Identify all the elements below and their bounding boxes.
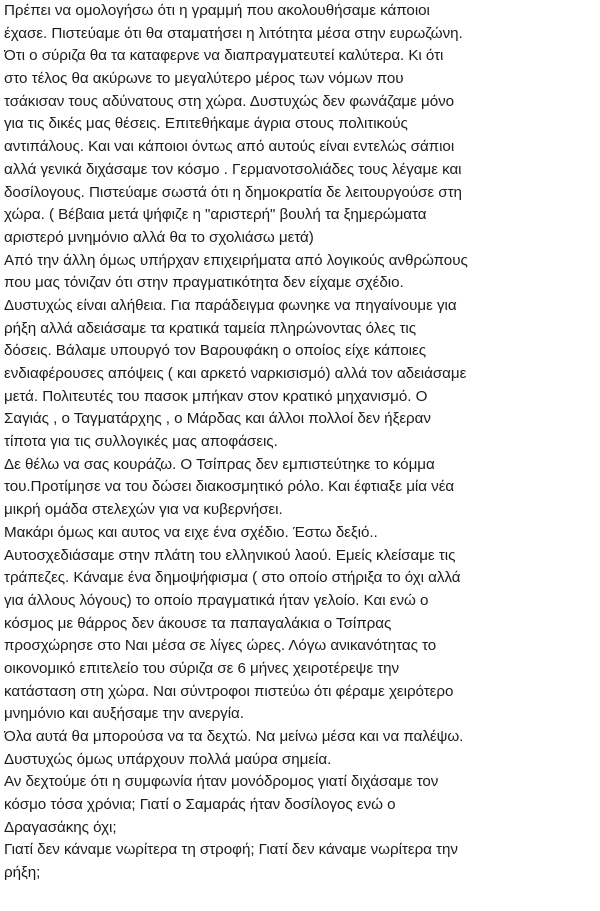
text-line: κόσμος με θάρρος δεν άκουσε τα παπαγαλάκια ο Τσίπρας	[4, 614, 392, 632]
text-line: Δυστυχώς είναι αλήθεια. Για παράδειγμα φωνηκε να πηγαίνουμε για	[4, 296, 457, 314]
text-line: αντιπάλους. Και ναι κάποιοι όντως από αυτούς είναι εντελώς σάπιοι	[4, 138, 455, 156]
text-line: δοσίλογους. Πιστεύαμε σωστά ότι η δημοκρατία δε λειτουργούσε στη	[4, 183, 462, 201]
text-line: προσχώρησε στο Ναι μέσα σε λίγες ώρες. Λόγω ανικανότητας το	[4, 637, 437, 655]
text-line: Όλα αυτά θα μπορούσα να τα δεχτώ. Να μείνω μέσα και να παλέψω.	[4, 728, 464, 745]
text-line: Αν δεχτούμε ότι η συμφωνία ήταν μονόδρομος γιατί διχάσαμε τον	[4, 773, 439, 791]
text-line: ενδιαφέρουσες απόψεις ( και αρκετό ναρκισισμό) αλλά τον αδειάσαμε	[4, 365, 467, 382]
text-line: κατάσταση στη χώρα. Ναι σύντροφοι πιστεύω ότι φέραμε χειρότερο	[4, 682, 454, 700]
text-line: Γιατί δεν κάναμε νωρίτερα τη στροφή; Γιατί δεν κάναμε νωρίτερα την	[4, 841, 458, 859]
text-line: οικονομικό επιτελείο του σύριζα σε 6 μήνες χειροτέρεψε την	[4, 659, 400, 677]
text-line: Ότι ο σύριζα θα τα καταφερνε να διαπραγματευτεί καλύτερα. Κι ότι	[4, 47, 444, 65]
text-line: Δυστυχώς όμως υπάρχουν πολλά μαύρα σημεία.	[4, 750, 332, 768]
text-line: χώρα. ( Βέβαια μετά ψήφιζε η "αριστερή" βουλή τα ξημερώματα	[4, 206, 427, 224]
text-line: μικρή ομάδα στελεχών για να κυβερνήσει.	[4, 501, 283, 519]
text-line: τράπεζες. Κάναμε ένα δημοψήφισμα ( στο οποίο στήριξα το όχι αλλά	[4, 569, 461, 587]
text-line: ρήξη;	[4, 864, 41, 882]
text-line: τίποτα για τις συλλογικές μας αποφάσεις.	[4, 433, 278, 451]
text-line: μετά. Πολιτευτές του πασοκ μπήκαν στον κρατικό μηχανισμό. Ο	[4, 387, 428, 405]
text-line: Δε θέλω να σας κουράζω. Ο Τσίπρας δεν εμπιστεύτηκε το κόμμα	[4, 455, 435, 473]
text-line: που μας τόνιζαν ότι στην πραγματικότητα δεν είχαμε σχέδιο.	[4, 274, 404, 292]
text-line: του.Προτίμησε να του δώσει διακοσμητικό ρόλο. Και έφτιαξε μία νέα	[4, 478, 455, 496]
text-line: Δραγασάκης όχι;	[4, 818, 117, 836]
text-line: Μακάρι όμως και αυτος να ειχε ένα σχέδιο. Έστω δεξιό..	[4, 523, 378, 541]
text-line: αλλά γενικά διχάσαμε τον κόσμο . Γερμανοτσολιάδες τους λέγαμε και	[4, 160, 462, 178]
text-line: Σαγιάς , ο Ταγματάρχης , ο Μάρδας και άλλοι πολλοί δεν ήξεραν	[4, 410, 431, 428]
text-line: έχασε. Πιστεύαμε ότι θα σταματήσει η λιτότητα μέσα στην ευρωζώνη.	[4, 24, 463, 42]
text-line: κόσμο τόσα χρόνια; Γιατί ο Σαμαράς ήταν δοσίλογος ενώ ο	[4, 796, 396, 814]
text-line: Πρέπει να ομολογήσω ότι η γραμμή που ακολουθήσαμε κάποιοι	[4, 2, 430, 19]
text-line: αριστερό μνημόνιο αλλά θα το σχολιάσω μετά)	[4, 228, 314, 246]
text-line: για άλλους λόγους) το οποίο πραγματικά ήταν γελοίο. Και ενώ ο	[4, 591, 429, 609]
post-text	[4, 0, 594, 911]
text-line: δόσεις. Βάλαμε υπουργό τον Βαρουφάκη ο οποίος είχε κάποιες	[4, 342, 426, 360]
text-line: Αυτοσχεδιάσαμε στην πλάτη του ελληνικού λαού. Εμείς κλείσαμε τις	[4, 546, 456, 564]
text-line: μνημόνιο και αυξήσαμε την ανεργία.	[4, 705, 244, 723]
text-line: στο τέλος θα ακύρωνε το μεγαλύτερο μέρος των νόμων που	[4, 70, 404, 88]
text-line: για τις δικές μας θέσεις. Επιτεθήκαμε άγρια στους πολιτικούς	[4, 115, 408, 133]
text-line: Από την άλλη όμως υπήρχαν επιχειρήματα από λογικούς ανθρώπους	[4, 251, 468, 269]
text-line: τσάκισαν τους αδύνατους στη χώρα. Δυστυχώς δεν φωνάζαμε μόνο	[4, 92, 455, 110]
text-line: ρήξη αλλά αδειάσαμε τα κρατικά ταμεία πληρώνοντας όλες τις	[4, 319, 416, 337]
